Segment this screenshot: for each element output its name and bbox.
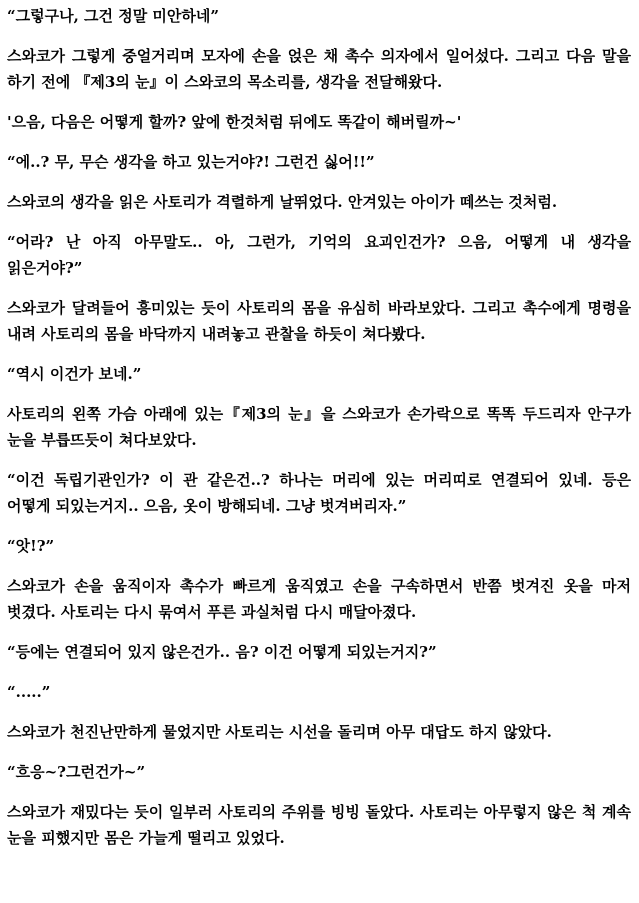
thought-line: '으음, 다음은 어떻게 할까? 앞에 한것처럼 뒤에도 똑같이 해버릴까~'	[7, 113, 462, 131]
dialogue-line: “앗!?”	[7, 537, 55, 555]
narration-paragraph: 스와코가 달려들어 흥미있는 듯이 사토리의 몸을 유심히 바라보았다. 그리고 촉수에게 명령을 내려 사토리의 몸을 바닥까지 내려놓고 관찰을 하듯이 쳐다봤다.	[7, 299, 637, 343]
dialogue-line: “에..? 무, 무슨 생각을 하고 있는거야?! 그런건 싫어!!”	[7, 153, 375, 171]
dialogue-line: “흐응~?그런건가~”	[7, 763, 146, 781]
narration-paragraph: 스와코가 그렇게 중얼거리며 모자에 손을 얹은 채 촉수 의자에서 일어섰다. 그리고 다음 말을 하기 전에 『제3의 눈』이 스와코의 목소리를, 생각을 전달해왔다.	[7, 47, 637, 91]
narration-paragraph: 스와코가 손을 움직이자 촉수가 빠르게 움직였고 손을 구속하면서 반쯤 벗겨진 옷을 마저 벗겼다. 사토리는 다시 묶여서 푸른 과실처럼 다시 매달아졌다.	[7, 577, 637, 621]
narration-paragraph: 스와코가 천진난만하게 물었지만 사토리는 시선을 돌리며 아무 대답도 하지 않았다.	[7, 723, 552, 741]
dialogue-line: “역시 이건가 보네.”	[7, 365, 142, 383]
narration-paragraph: 스와코의 생각을 읽은 사토리가 격렬하게 날뛰었다. 안겨있는 아이가 떼쓰는 것처럼.	[7, 193, 558, 211]
dialogue-line: “그렇구나, 그건 정말 미안하네”	[7, 7, 220, 25]
dialogue-line: “등에는 연결되어 있지 않은건가.. 음? 이건 어떻게 되있는거지?”	[7, 643, 437, 661]
dialogue-line: “어라? 난 아직 아무말도.. 아, 그런가, 기억의 요괴인건가? 으음, 어떻게 내 생각을 읽은거야?”	[7, 233, 637, 277]
dialogue-line: “.....”	[7, 683, 51, 701]
narration-paragraph: 스와코가 재밌다는 듯이 일부러 사토리의 주위를 빙빙 돌았다. 사토리는 아무렇지 않은 척 계속 눈을 피했지만 몸은 가늘게 떨리고 있었다.	[7, 803, 637, 847]
dialogue-line: “이건 독립기관인가? 이 관 같은건..? 하나는 머리에 있는 머리띠로 연결되어 있네. 등은 어떻게 되있는거지.. 으음, 옷이 방해되네. 그냥 벗겨버리자.”	[7, 471, 637, 515]
narration-paragraph: 사토리의 왼쪽 가슴 아래에 있는『제3의 눈』을 스와코가 손가락으로 똑똑 두드리자 안구가 눈을 부릅뜨듯이 쳐다보았다.	[7, 405, 637, 449]
